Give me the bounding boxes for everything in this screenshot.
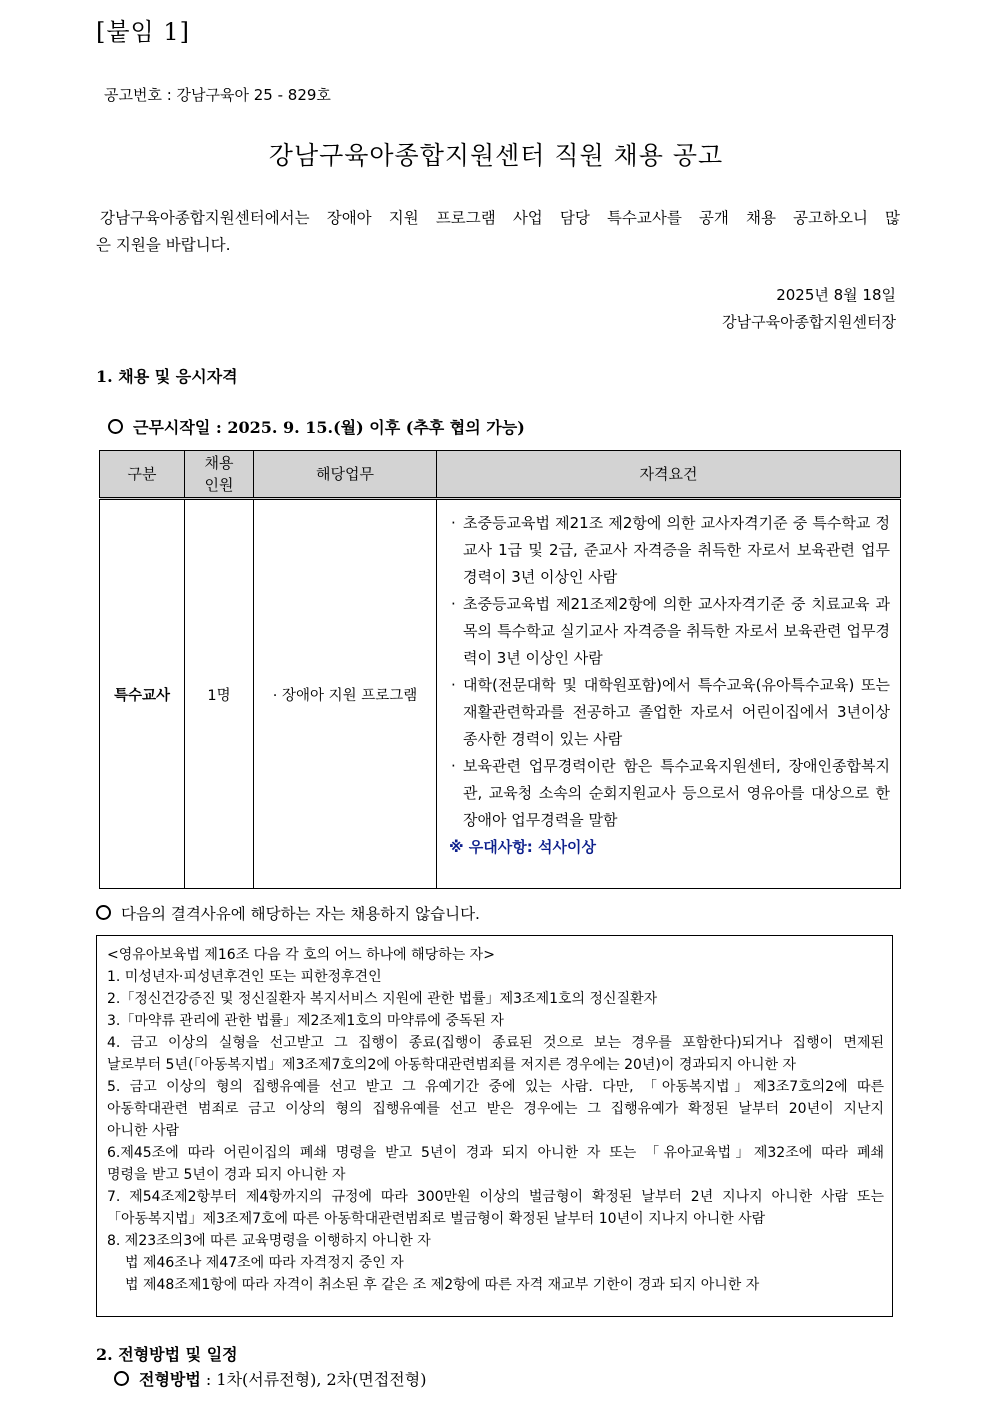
disqualification-line: 3.「마약류 관리에 관한 법률」제2조제1호의 마약류에 중독된 자 [107,1013,504,1029]
requirement-text: 초중등교육법 제21조제2항에 의한 교사자격기준 중 치료교육 과목의 특수학교 실기교사 자격증을 취득한 자로서 보육관련 업무경력이 3년 이상인 사람 [463,595,890,667]
bullet-dot-icon: · [451,514,456,532]
disqualification-line: 1. 미성년자·피성년후견인 또는 피한정후견인 [107,969,382,985]
disqualification-line: 법 제46조나 제47조에 따라 자격정지 중인 자 [125,1255,404,1271]
bullet-dot-icon: · [451,595,456,613]
header-duty: 해당업무 [254,451,437,499]
disqualification-line: 4. 금고 이상의 실형을 선고받고 그 집행이 종료(집행이 종료된 것으로 보는 경우를 포함한다)되거나 집행이 면제된 [107,1035,884,1051]
intro-line-2: 은 지원을 바랍니다. [96,236,231,254]
disqualification-line: 5. 금고 이상의 형의 집행유예를 선고 받고 그 유예기간 중에 있는 사람. 다만, 「아동복지법」제3조7호의2에 따른 [107,1079,884,1095]
header-category: 구분 [100,451,185,499]
disqualification-line: <영유아보육법 제16조 다음 각 호의 어느 하나에 해당하는 자> [107,947,495,963]
requirement-text: 초중등교육법 제21조 제2항에 의한 교사자격기준 중 특수학교 정교사 1급 및 2급, 준교사 자격증을 취득한 자로서 보육관련 업무경력이 3년 이상인 사람 [463,514,890,586]
header-headcount-line-2: 인원 [204,476,234,494]
signer: 강남구육아종합지원센터장 [722,313,896,331]
page-title: 강남구육아종합지원센터 직원 채용 공고 [268,141,724,170]
cell-duty: · 장애아 지원 프로그램 [254,499,437,889]
circle-bullet-icon [108,419,123,434]
cell-requirements [437,499,901,889]
disqualification-heading [96,902,480,924]
cell-category: 특수교사 [100,499,185,889]
circle-bullet-icon [96,905,111,920]
selection-method-label: 전형방법 [139,1370,201,1389]
disqualification-line: 아니한 사람 [107,1123,180,1139]
selection-method-value: : 1차(서류전형), 2차(면접전형) [200,1370,427,1389]
table-row [100,499,901,889]
recruitment-table [99,450,901,889]
section-1-title: 1. 채용 및 응시자격 [96,367,238,386]
disqualification-line: 「아동복지법」제3조제7호에 따른 아동학대관련범죄로 벌금형이 확정된 날부터 10년이 지나지 아니한 사람 [107,1211,766,1227]
disqualification-heading-text: 다음의 결격사유에 해당하는 자는 채용하지 않습니다. [121,905,480,923]
disqualification-line: 8. 제23조의3에 따른 교육명령을 이행하지 아니한 자 [107,1233,431,1249]
disqualification-line: 2.「정신건강증진 및 정신질환자 복지서비스 지원에 관한 법률」제3조제1호의 정신질환자 [107,991,658,1007]
bullet-dot-icon: · [451,757,456,775]
requirement-item [449,672,890,753]
disqualification-box [96,935,893,1317]
requirement-item [449,510,890,591]
notice-date: 2025년 8월 18일 [776,286,896,304]
circle-bullet-icon [114,1371,129,1386]
start-date [108,415,525,438]
header-requirements: 자격요건 [437,451,901,499]
disqualification-line: 아동학대관련 범죄로 금고 이상의 형의 집행유예를 선고 받은 경우에는 그 집행유예가 확정된 날부터 20년이 지난지 [107,1101,884,1117]
disqualification-line: 6.제45조에 따라 어린이집의 폐쇄 명령을 받고 5년이 경과 되지 아니한 자 또는 「유아교육법」제32조에 따라 폐쇄 [107,1145,884,1161]
section-2-title: 2. 전형방법 및 일정 [96,1345,238,1364]
disqualification-line: 법 제48조제1항에 따라 자격이 취소된 후 같은 조 제2항에 따른 자격 재교부 기한이 경과 되지 아니한 자 [125,1277,760,1293]
requirement-text: 보육관련 업무경력이란 함은 특수교육지원센터, 장애인종합복지관, 교육청 소속의 순회지원교사 등으로서 영유아를 대상으로 한 장애아 업무경력을 말함 [463,757,890,829]
notice-number: 공고번호 : 강남구육아 25 - 829호 [104,86,331,104]
requirement-text: 대학(전문대학 및 대학원포함)에서 특수교육(유아특수교육) 또는 재활관련학과를 전공하고 졸업한 자로서 어린이집에서 3년이상 종사한 경력이 있는 사람 [463,676,890,748]
start-date-text: 근무시작일 : 2025. 9. 15.(월) 이후 (추후 협의 가능) [133,418,525,437]
selection-method [114,1367,426,1390]
bullet-dot-icon: · [451,676,456,694]
intro-line-1: 강남구육아종합지원센터에서는 장애아 지원 프로그램 사업 담당 특수교사를 공개 채용 공고하오니 많 [100,209,900,227]
requirement-item [449,591,890,672]
disqualification-line: 7. 제54조제2항부터 제4항까지의 규정에 따라 300만원 이상의 벌금형이 확정된 날부터 2년 지나지 아니한 사람 또는 [107,1189,884,1205]
table-header-row [100,451,901,499]
requirement-item [449,753,890,834]
preference-note: ※ 우대사항: 석사이상 [449,838,596,856]
attachment-label: [붙임 1] [96,18,190,46]
header-headcount-line-1: 채용 [204,454,234,472]
header-headcount [185,451,254,499]
disqualification-line: 날로부터 5년(「아동복지법」제3조제7호의2에 아동학대관련범죄를 저지른 경우에는 20년)이 경과되지 아니한 자 [107,1057,796,1073]
disqualification-line: 명령을 받고 5년이 경과 되지 아니한 자 [107,1167,346,1183]
cell-headcount: 1명 [185,499,254,889]
